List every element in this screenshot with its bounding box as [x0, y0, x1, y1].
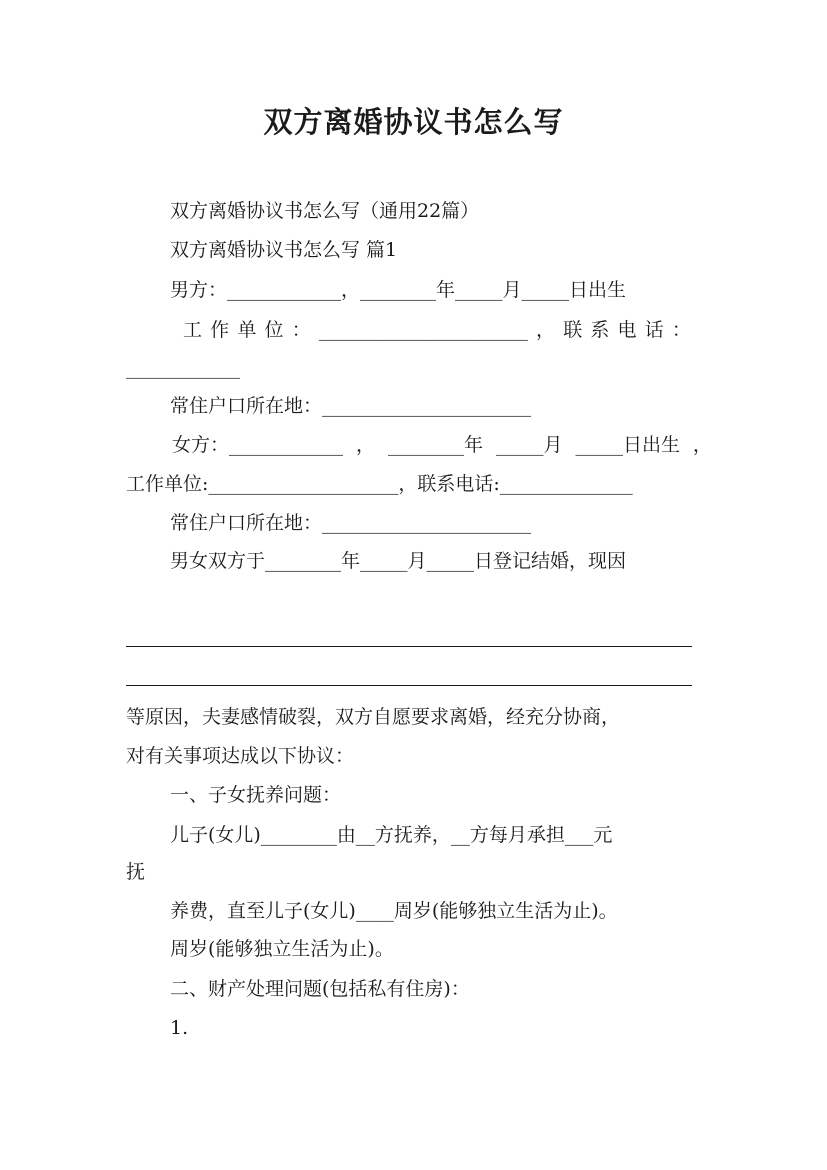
reason-line: 对有关事项达成以下协议：: [126, 745, 355, 767]
male-party-line: 男方：____________，________年_____月_____日出生: [170, 279, 627, 301]
text-segment: _____月: [495, 434, 563, 456]
item2-heading: 二、财产处理问题(包括私有住房)：: [170, 978, 470, 1000]
text-segment: 单: [237, 319, 257, 341]
female-party-line: [172, 433, 712, 457]
reason-line: 等原因，夫妻感情破裂，双方自愿要求离婚，经充分协商，: [126, 706, 621, 728]
blank-rule: [126, 685, 692, 686]
male-residence-line: 常住户口所在地：______________________: [170, 395, 532, 417]
text-segment: ________年: [387, 434, 483, 456]
female-residence-line: 常住户口所在地：______________________: [170, 512, 532, 534]
text-segment: ，: [692, 434, 712, 456]
document-subtitle: 双方离婚协议书怎么写（通用22篇）: [170, 200, 480, 222]
text-segment: ，: [355, 434, 375, 456]
text-segment: 位: [264, 319, 284, 341]
text-segment: 工: [183, 319, 203, 341]
text-segment: 系: [590, 319, 610, 341]
marriage-line: 男女双方于________年_____月_____日登记结婚，现因: [170, 550, 627, 572]
male-work-line: [183, 318, 691, 342]
item2-first-entry: 1.: [170, 1017, 189, 1039]
text-segment: 作: [210, 319, 230, 341]
document-title: 双方离婚协议书怎么写: [263, 105, 564, 139]
text-segment: 联: [563, 319, 583, 341]
item1-heading: 一、子女抚养问题：: [170, 784, 342, 806]
text-segment: 电: [617, 319, 637, 341]
section-heading: 双方离婚协议书怎么写 篇1: [170, 239, 398, 261]
text-segment: ，: [536, 319, 556, 341]
item1-text: 周岁(能够独立生活为止)。: [170, 938, 394, 960]
male-phone-blank: ____________: [126, 357, 240, 379]
item1-text: 养费，直至儿子(女儿)____周岁(能够独立生活为止)。: [170, 900, 618, 922]
text-segment: 话: [644, 319, 664, 341]
item1-text: 儿子(女儿)________由__方抚养，__方每月承担___元: [170, 824, 613, 846]
blank-field: ______________________: [318, 319, 528, 341]
text-segment: 女方：____________: [172, 434, 344, 456]
blank-rule: [126, 646, 692, 647]
text-segment: ：: [671, 319, 691, 341]
text-segment: _____日出生: [575, 434, 680, 456]
text-segment: ：: [291, 319, 311, 341]
item1-text: 抚: [126, 861, 146, 883]
female-work-line: 工作单位:____________________，联系电话:______________: [126, 473, 633, 495]
